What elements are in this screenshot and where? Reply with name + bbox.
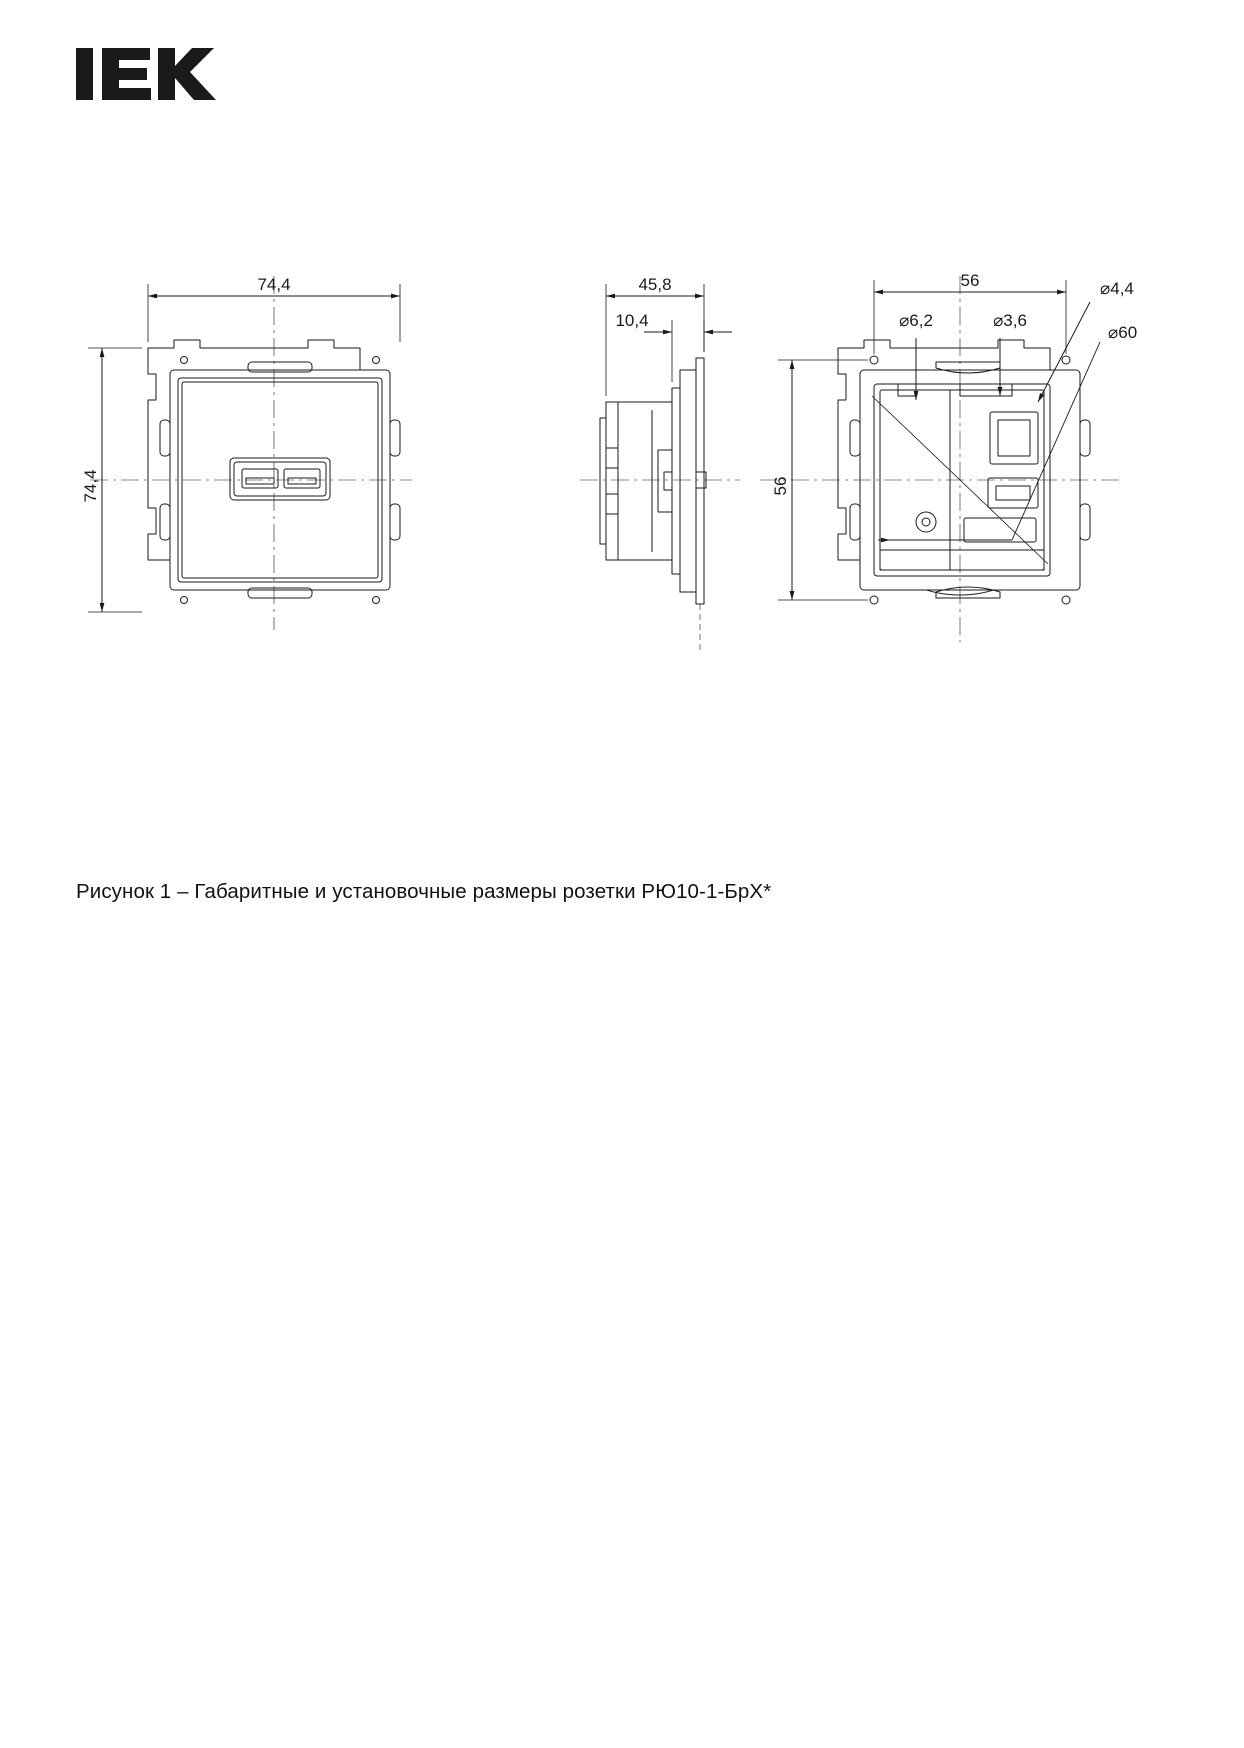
dim-mount-width: 56 <box>960 271 980 290</box>
dim-hole-d44: ⌀4,4 <box>1100 279 1134 298</box>
dim-front-height: 74,4 <box>81 469 100 503</box>
front-view <box>88 276 412 630</box>
dim-box-d60: ⌀60 <box>1108 323 1138 342</box>
side-view <box>580 284 740 650</box>
dim-front-width: 74,4 <box>257 275 291 294</box>
technical-drawing <box>60 250 1180 670</box>
back-view <box>760 276 1120 642</box>
dim-mount-height: 56 <box>771 476 790 496</box>
dim-side-depth: 45,8 <box>638 275 672 294</box>
dim-side-front-depth: 10,4 <box>615 311 649 330</box>
dim-hole-d62: ⌀6,2 <box>899 311 933 330</box>
dim-hole-d36: ⌀3,6 <box>993 311 1027 330</box>
iek-logo <box>76 42 226 106</box>
figure-caption: Рисунок 1 – Габаритные и установочные размеры розетки РЮ10-1-БрХ* <box>76 880 772 903</box>
